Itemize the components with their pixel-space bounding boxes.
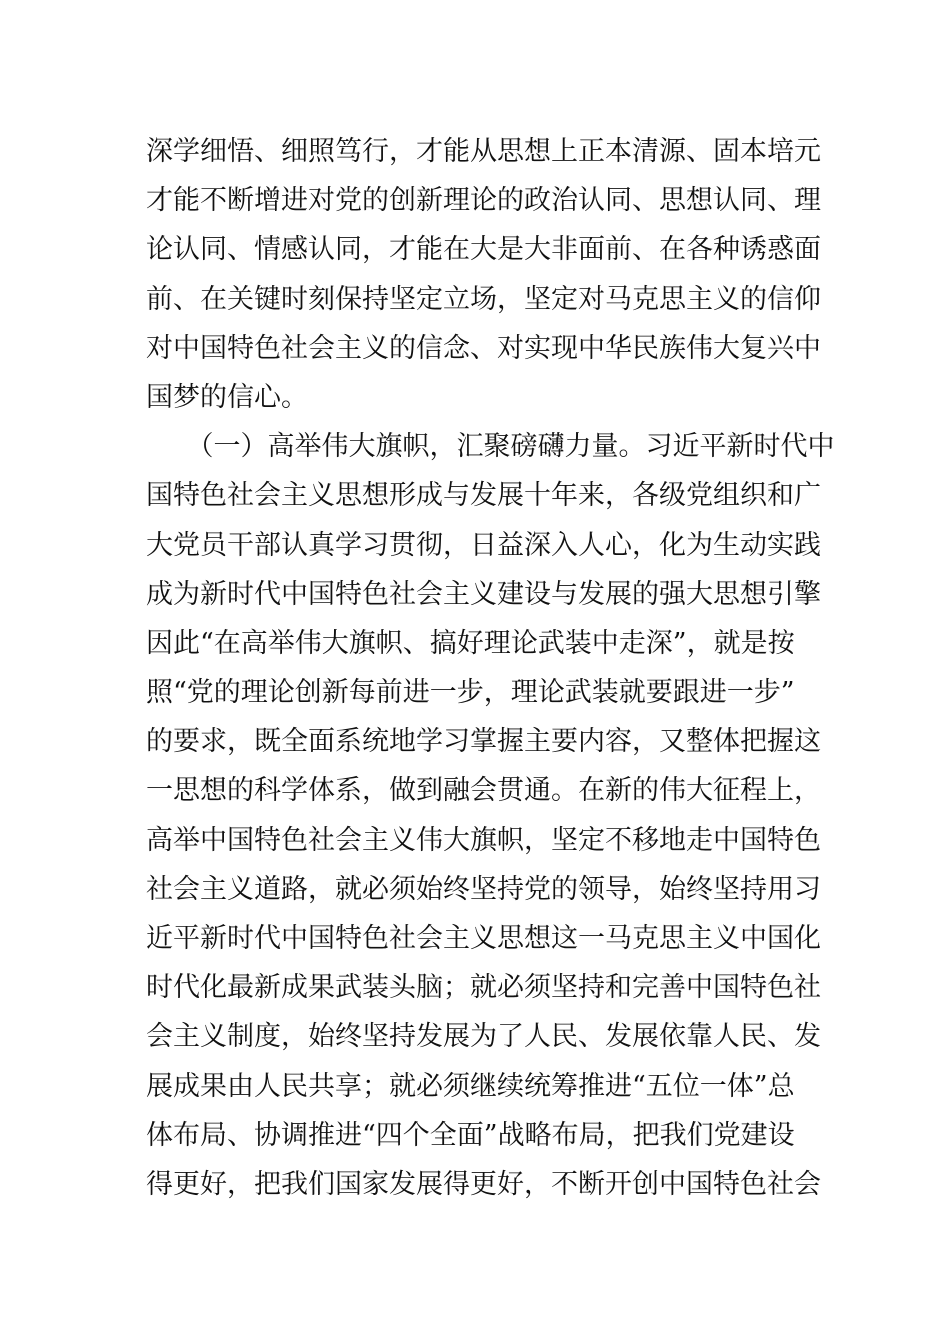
text-line: 照“党的理论创新每前进一步，理论武装就要跟进一步”	[146, 677, 795, 709]
text-line: 深学细悟、细照笃行，才能从思想上正本清源、固本培元	[146, 136, 821, 167]
text-line: 近平新时代中国特色社会主义思想这一马克思主义中国化	[146, 923, 821, 954]
text-line: 的要求，既全面系统地学习掌握主要内容，又整体把握这	[146, 726, 821, 758]
text-line: 国特色社会主义思想形成与发展十年来，各级党组织和广	[146, 480, 821, 512]
text-line: 论认同、情感认同，才能在大是大非面前、在各种诱惑面	[146, 234, 821, 266]
text-line: 才能不断增进对党的创新理论的政治认同、思想认同、理	[146, 185, 821, 217]
text-line: 一思想的科学体系，做到融会贯通。在新的伟大征程上，	[146, 775, 821, 807]
text-line: 展成果由人民共享；就必须继续统筹推进“五位一体”总	[146, 1070, 795, 1102]
text-line: 高举中国特色社会主义伟大旗帜，坚定不移地走中国特色	[146, 824, 821, 856]
text-line: 大党员干部认真学习贯彻，日益深入人心，化为生动实践	[146, 529, 821, 561]
text-line: 成为新时代中国特色社会主义建设与发展的强大思想引擎	[146, 578, 821, 610]
text-line: 因此“在高举伟大旗帜、搞好理论武装中走深”，就是按	[146, 627, 795, 659]
body-text	[146, 127, 835, 1209]
text-line: 体布局、协调推进“四个全面”战略布局，把我们党建设	[146, 1119, 795, 1151]
text-line: 社会主义道路，就必须始终坚持党的领导，始终坚持用习	[146, 873, 821, 905]
text-line: 国梦的信心。	[146, 381, 308, 413]
text-line: 对中国特色社会主义的信念、对实现中华民族伟大复兴中	[146, 332, 821, 364]
text-line: 前、在关键时刻保持坚定立场，坚定对马克思主义的信仰	[146, 283, 821, 315]
section-heading-line: （一）高举伟大旗帜，汇聚磅礴力量。习近平新时代中	[146, 431, 835, 463]
text-line: 得更好，把我们国家发展得更好，不断开创中国特色社会	[146, 1168, 821, 1200]
text-line: 会主义制度，始终坚持发展为了人民、发展依靠人民、发	[146, 1021, 821, 1053]
text-line: 时代化最新成果武装头脑；就必须坚持和完善中国特色社	[146, 972, 821, 1004]
